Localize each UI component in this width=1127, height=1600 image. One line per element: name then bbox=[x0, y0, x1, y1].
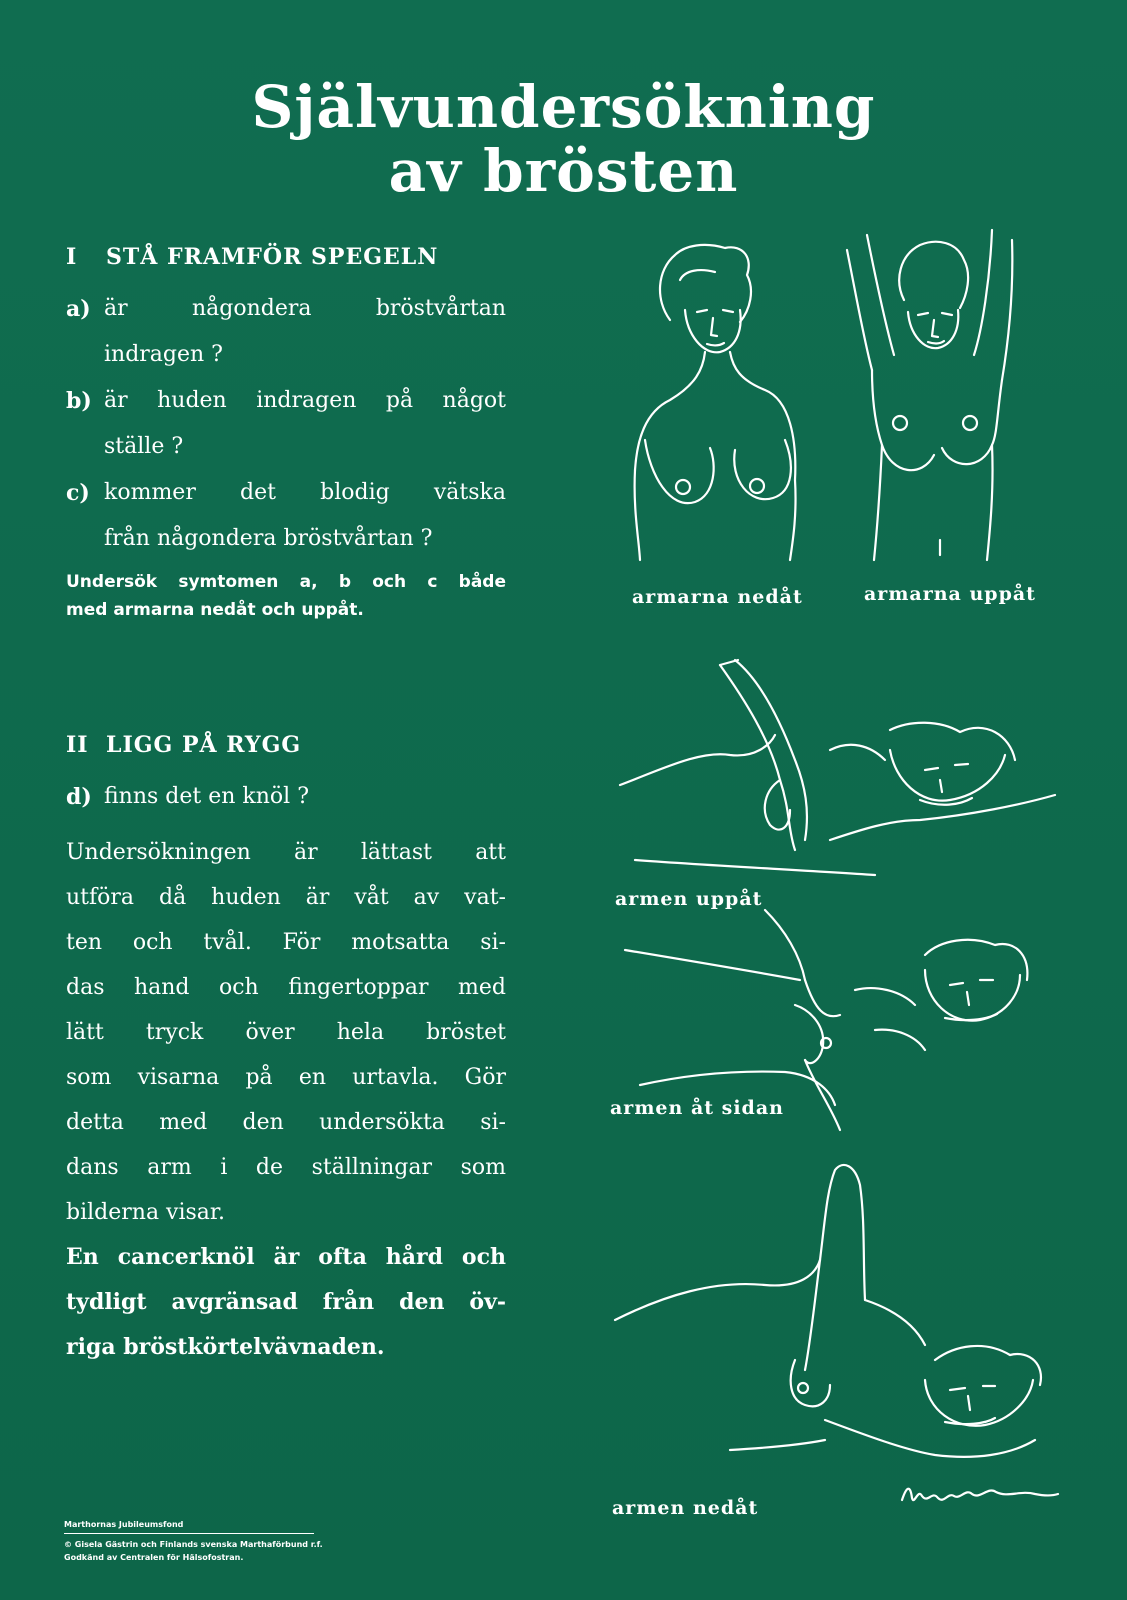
warning-line: En cancerknöl är ofta hård och bbox=[66, 1244, 506, 1270]
question-d bbox=[66, 774, 506, 820]
section-stand-in-front-of-mirror bbox=[66, 244, 506, 624]
section-1-note bbox=[66, 568, 506, 624]
paragraph-line: lätt tryck över hela bröstet bbox=[66, 1020, 506, 1045]
paragraph-line: detta med den undersökta si- bbox=[66, 1110, 506, 1135]
paragraph-line: bilderna visar. bbox=[66, 1200, 226, 1225]
artist-signature bbox=[900, 1478, 1060, 1512]
question-a-letter: a) bbox=[66, 296, 91, 322]
title-line-1: Självundersökning bbox=[251, 73, 876, 141]
title-line-2: av brösten bbox=[388, 137, 739, 205]
question-b-line-1: är huden indragen på något bbox=[104, 388, 506, 413]
paragraph-line: dans arm i de ställningar som bbox=[66, 1155, 506, 1180]
section-2-number: II bbox=[66, 732, 89, 758]
poster-title bbox=[0, 75, 1127, 203]
section-lie-on-back bbox=[66, 732, 506, 1370]
paragraph-line: som visarna på en urtavla. Gör bbox=[66, 1065, 506, 1090]
section-2-title: LIGG PÅ RYGG bbox=[106, 732, 302, 758]
figure-arms-down-illustration bbox=[625, 240, 815, 579]
question-c-line-2: från någondera bröstvårtan ? bbox=[104, 526, 433, 551]
section-2-heading bbox=[66, 732, 506, 758]
paragraph-line: das hand och fingertoppar med bbox=[66, 975, 506, 1000]
warning-line: tydligt avgränsad från den öv- bbox=[66, 1289, 506, 1315]
question-a-line-2: indragen ? bbox=[104, 342, 223, 367]
publisher-footer bbox=[64, 1518, 324, 1564]
section-1-note-line-1: Undersök symtomen a, b och c både bbox=[66, 572, 506, 592]
question-b bbox=[66, 378, 506, 470]
cancer-lump-warning bbox=[66, 1235, 506, 1370]
footer-line-2: © Gisela Gästrin och Finlands svenska Marthaförbund r.f. bbox=[64, 1540, 323, 1549]
question-a bbox=[66, 286, 506, 378]
question-d-text: finns det en knöl ? bbox=[104, 784, 309, 809]
question-b-letter: b) bbox=[66, 388, 92, 414]
caption-arms-down: armarna nedåt bbox=[632, 586, 803, 608]
figure-lying-arm-down-illustration bbox=[615, 1160, 1065, 1499]
warning-line: riga bröstkörtelvävnaden. bbox=[66, 1334, 385, 1360]
question-d-letter: d) bbox=[66, 784, 92, 810]
footer-line-3: Godkänd av Centralen för Hälsofostran. bbox=[64, 1553, 244, 1562]
question-c bbox=[66, 470, 506, 562]
section-1-note-line-2: med armarna nedåt och uppåt. bbox=[66, 600, 364, 620]
section-1-heading bbox=[66, 244, 506, 270]
caption-arm-side: armen åt sidan bbox=[610, 1097, 784, 1119]
question-b-line-2: ställe ? bbox=[104, 434, 184, 459]
question-c-letter: c) bbox=[66, 480, 90, 506]
footer-divider bbox=[64, 1533, 314, 1534]
section-1-number: I bbox=[66, 244, 78, 270]
footer-line-1: Marthornas Jubileumsfond bbox=[64, 1520, 184, 1529]
question-c-line-1: kommer det blodig vätska bbox=[104, 480, 506, 505]
caption-arm-down: armen nedåt bbox=[612, 1497, 759, 1519]
figure-lying-arm-up-illustration bbox=[620, 660, 1080, 889]
caption-arm-up: armen uppåt bbox=[615, 888, 763, 910]
paragraph-line: ten och tvål. För motsatta si- bbox=[66, 930, 506, 955]
question-a-line-1: är någondera bröstvårtan bbox=[104, 296, 506, 321]
figure-arms-up-illustration bbox=[842, 230, 1042, 579]
paragraph-line: utföra då huden är våt av vat- bbox=[66, 885, 506, 910]
instructions-paragraph bbox=[66, 830, 506, 1235]
paragraph-line: Undersökningen är lättast att bbox=[66, 840, 506, 865]
section-1-title: STÅ FRAMFÖR SPEGELN bbox=[106, 244, 439, 270]
caption-arms-up: armarna uppåt bbox=[864, 583, 1036, 605]
